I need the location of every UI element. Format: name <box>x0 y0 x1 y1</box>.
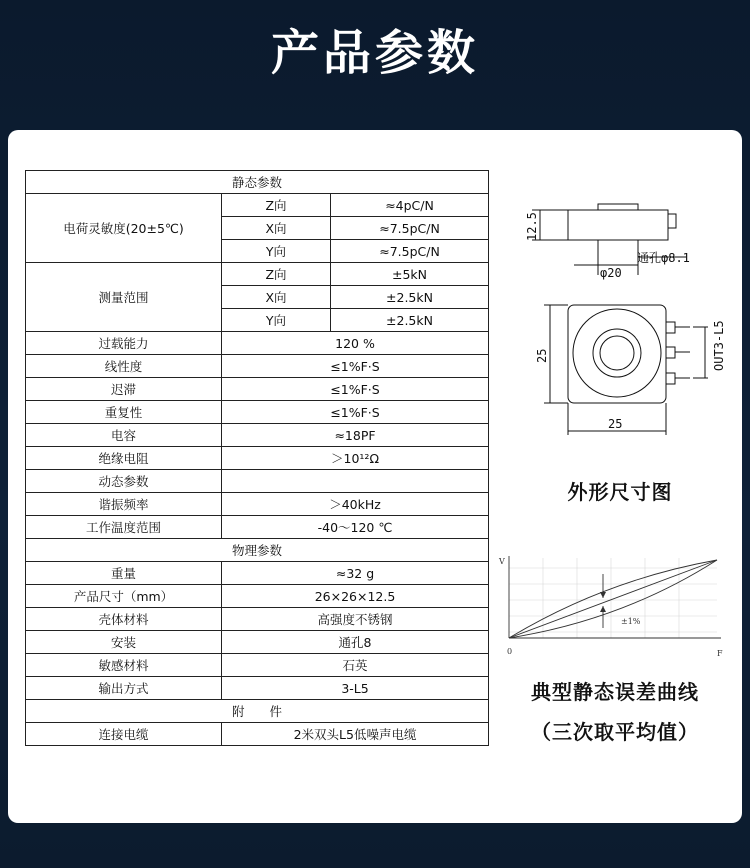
arrow-down-icon <box>600 592 606 598</box>
table-row <box>26 378 489 401</box>
axis-cell: X向 <box>222 286 331 309</box>
x-axis-label: F <box>717 649 723 658</box>
param-label: 谐振频率 <box>26 493 222 516</box>
value-cell: ±2.5kN <box>331 309 489 332</box>
height-label: 12.5 <box>525 212 539 241</box>
table-row <box>26 401 489 424</box>
param-value: -40～120 ℃ <box>222 516 489 539</box>
value-cell: ≈7.5pC/N <box>331 240 489 263</box>
table-row <box>26 654 489 677</box>
output-label: OUT3-L5 <box>712 320 726 371</box>
error-curve-figure <box>495 548 730 663</box>
axis-cell: Y向 <box>222 240 331 263</box>
param-label: 安装 <box>26 631 222 654</box>
param-label: 线性度 <box>26 355 222 378</box>
error-label: ±1% <box>621 617 641 626</box>
param-value: 通孔8 <box>222 631 489 654</box>
table-row <box>26 585 489 608</box>
param-label: 绝缘电阻 <box>26 447 222 470</box>
table-row <box>26 194 489 217</box>
table-row <box>26 493 489 516</box>
param-value: ≈32 g <box>222 562 489 585</box>
side-length-label: 25 <box>535 348 549 363</box>
axis-cell: Y向 <box>222 309 331 332</box>
axis-cell: Z向 <box>222 194 331 217</box>
param-value: 3-L5 <box>222 677 489 700</box>
param-label: 过载能力 <box>26 332 222 355</box>
y-axis-label: V <box>499 557 505 566</box>
curve-caption-note: （三次取平均值） <box>531 720 699 744</box>
value-cell: ≈4pC/N <box>331 194 489 217</box>
table-row <box>26 677 489 700</box>
table-row <box>26 723 489 746</box>
diameter-label: φ20 <box>600 266 622 280</box>
measure-range-label: 测量范围 <box>26 263 222 332</box>
table-row <box>26 332 489 355</box>
table-row <box>26 171 489 194</box>
param-label: 输出方式 <box>26 677 222 700</box>
param-label: 重复性 <box>26 401 222 424</box>
curve-caption: 典型静态误差曲线 <box>531 680 699 704</box>
param-label: 敏感材料 <box>26 654 222 677</box>
hole-label: 通孔φ8.1 <box>637 251 690 265</box>
dimension-drawing <box>510 195 735 445</box>
param-value: ≈18PF <box>222 424 489 447</box>
section-header-accessory: 附 件 <box>26 700 489 723</box>
table-row <box>26 539 489 562</box>
parameter-table <box>25 170 489 746</box>
param-label: 连接电缆 <box>26 723 222 746</box>
param-label: 重量 <box>26 562 222 585</box>
param-value: ＞40kHz <box>222 493 489 516</box>
table-row <box>26 562 489 585</box>
section-header-static: 静态参数 <box>26 171 489 194</box>
param-value: ＞10¹²Ω <box>222 447 489 470</box>
table-row <box>26 700 489 723</box>
origin-label: 0 <box>507 647 513 656</box>
param-label: 迟滞 <box>26 378 222 401</box>
param-label: 电容 <box>26 424 222 447</box>
table-row <box>26 447 489 470</box>
section-header-physical: 物理参数 <box>26 539 489 562</box>
table-row <box>26 608 489 631</box>
top-view <box>544 305 708 435</box>
table-row <box>26 516 489 539</box>
param-label: 产品尺寸（mm） <box>26 585 222 608</box>
param-value: 2米双头L5低噪声电缆 <box>222 723 489 746</box>
value-cell: ±5kN <box>331 263 489 286</box>
param-value: 120 % <box>222 332 489 355</box>
charge-sensitivity-label: 电荷灵敏度(20±5℃) <box>26 194 222 263</box>
param-label: 壳体材料 <box>26 608 222 631</box>
param-label: 动态参数 <box>26 470 222 493</box>
bottom-length-label: 25 <box>608 417 623 431</box>
param-label: 工作温度范围 <box>26 516 222 539</box>
axis-cell: X向 <box>222 217 331 240</box>
table-row <box>26 470 489 493</box>
table-row <box>26 631 489 654</box>
table-row <box>26 355 489 378</box>
table-row <box>26 424 489 447</box>
value-cell: ±2.5kN <box>331 286 489 309</box>
page-title: 产品参数 <box>270 25 479 81</box>
param-value: 高强度不锈钢 <box>222 608 489 631</box>
table-row <box>26 263 489 286</box>
param-value <box>222 470 489 493</box>
param-value: ≤1%F·S <box>222 355 489 378</box>
param-value: 26×26×12.5 <box>222 585 489 608</box>
param-value: 石英 <box>222 654 489 677</box>
axis-cell: Z向 <box>222 263 331 286</box>
dimension-caption: 外形尺寸图 <box>567 480 673 504</box>
value-cell: ≈7.5pC/N <box>331 217 489 240</box>
param-value: ≤1%F·S <box>222 401 489 424</box>
arrow-up-icon <box>600 606 606 612</box>
param-value: ≤1%F·S <box>222 378 489 401</box>
